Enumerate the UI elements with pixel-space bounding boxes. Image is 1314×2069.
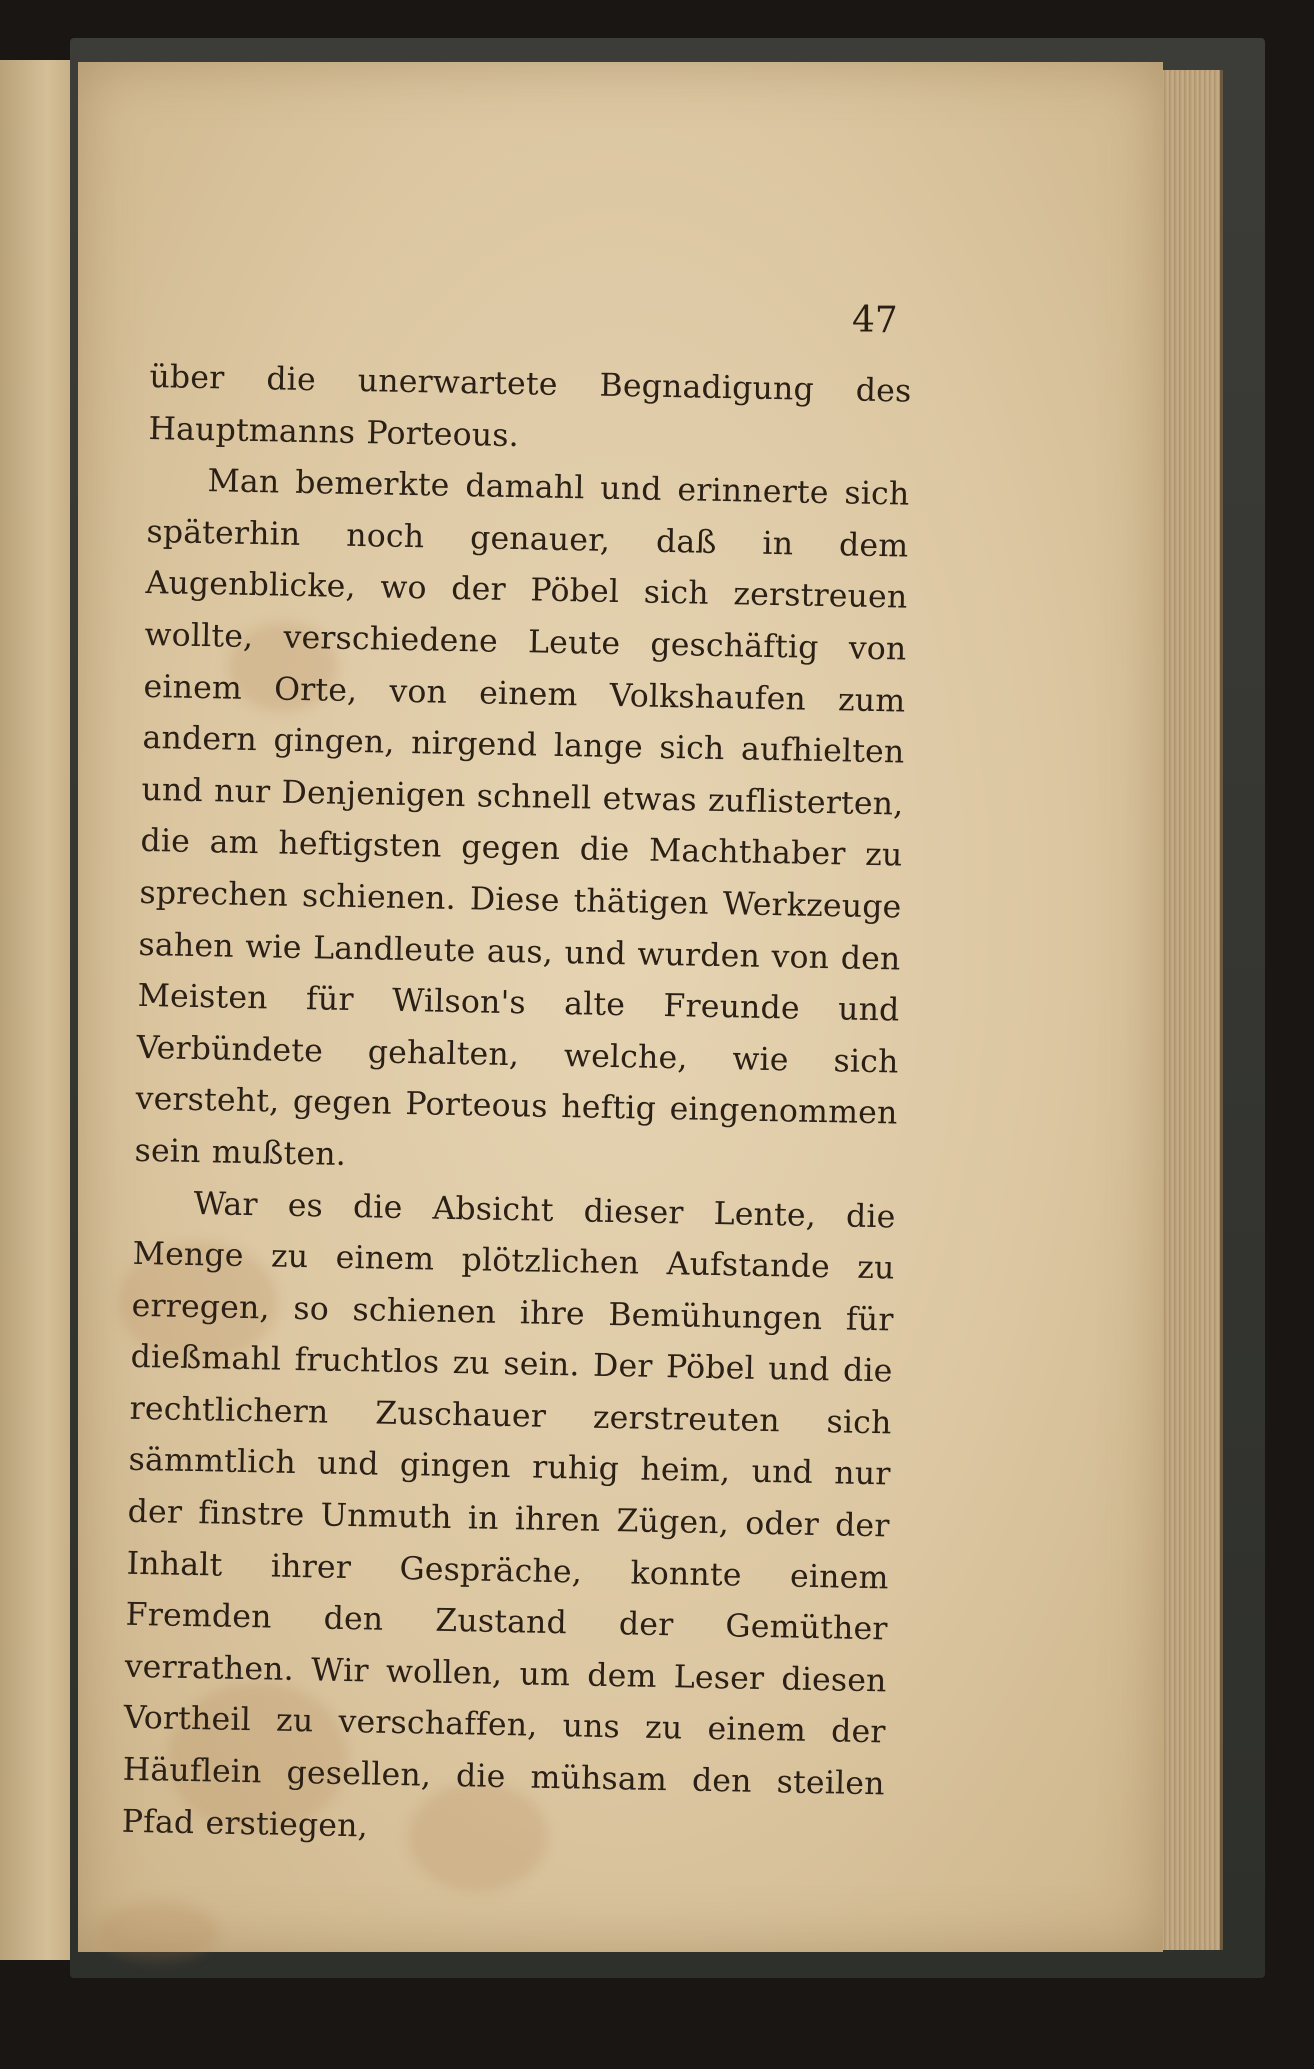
paragraph: Man bemerkte damahl und erinnerte sich späterhin noch genauer, daß in dem Augenblicke, wo der Pöbel sich zerstreuen wollte, verschiedene Leute geschäftig von einem Orte, von einem Volkshaufen zum andern gingen, nirgend lange sich aufhielten und nur Denjenigen schnell etwas zuflisterten, die am heftigsten gegen die Machthaber zu sprechen schienen. Diese thätigen Werkzeuge sahen wie Landleute aus, und wurden von den Meisten für Wilson's alte Freunde und Verbündete gehalten, welche, wie sich versteht, gegen Porteous heftig eingenommen sein mußten.: [134, 463, 910, 1173]
paragraph-continued: über die unerwartete Begnadigung des Hauptmanns Porteous.: [148, 358, 912, 454]
page-number: 47: [852, 300, 898, 341]
paragraph: War es die Absicht dieser Lente, die Menge zu einem plötzlichen Aufstande zu erregen, so schienen ihre Bemühungen für dießmahl fruchtlos zu sein. Der Pöbel und die rechtlichern Zuschauer zerstreuten sich sämmtlich und gingen ruhig heim, und nur der finstre Unmuth in ihren Zügen, oder der Inhalt ihrer Gespräche, konnte einem Fremden den Zustand der Gemüther verrathen. Wir wollen, um dem Leser diesen Vortheil zu verschaffen, uns zu einem der Häuflein gesellen, die mühsam den steilen Pfad erstiegen,: [121, 1185, 896, 1845]
body-text: [121, 352, 912, 1863]
foxing-stain: [98, 1902, 218, 1962]
